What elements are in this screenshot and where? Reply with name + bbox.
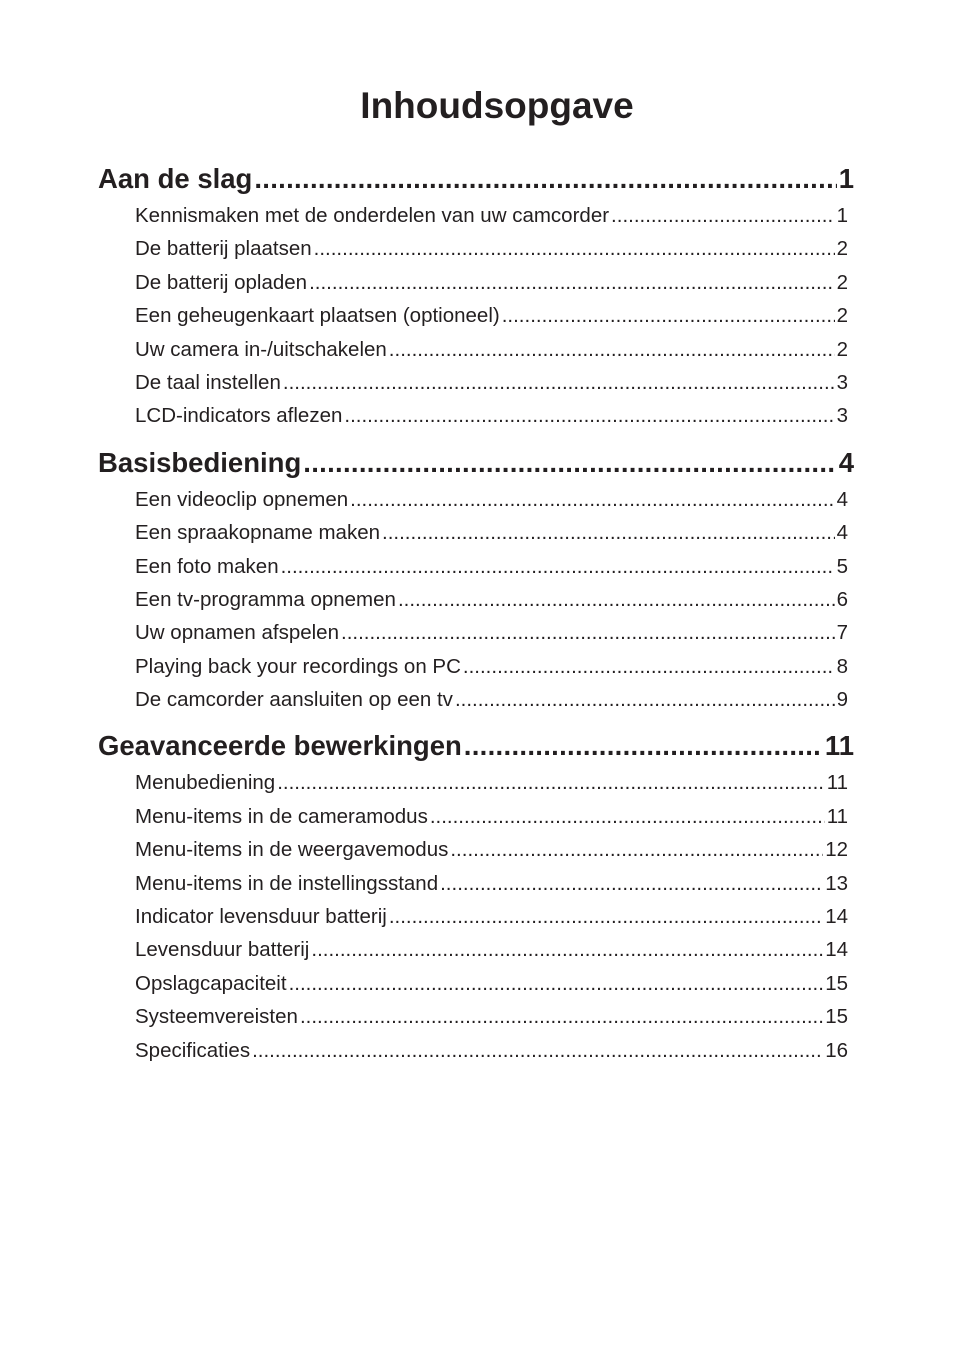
- entry-page-number: 5: [836, 554, 848, 578]
- entry-title: De taal instellen: [135, 370, 281, 394]
- entry-title: Indicator levensduur batterij: [135, 905, 387, 929]
- toc-entry[interactable]: [135, 1000, 858, 1033]
- entry-page-number: 2: [836, 304, 848, 328]
- toc-entry[interactable]: [135, 199, 858, 232]
- toc-entry[interactable]: [135, 516, 858, 549]
- entry-title: Kennismaken met de onderdelen van uw camcorder: [135, 204, 610, 227]
- entry-title: Opslagcapaciteit: [135, 971, 287, 995]
- entry-page-number: 11: [826, 804, 848, 828]
- toc-entry[interactable]: [135, 483, 858, 516]
- dot-leader: [450, 833, 823, 866]
- dot-leader: [289, 967, 824, 1000]
- entry-title: Menu-items in de cameramodus: [135, 804, 428, 828]
- toc-section-aan-de-slag: [98, 159, 858, 433]
- toc-entry[interactable]: [135, 833, 858, 866]
- entry-page-number: 1: [836, 204, 848, 227]
- entry-page-number: 14: [825, 905, 848, 929]
- dot-leader: [398, 583, 835, 616]
- dot-leader: [611, 199, 835, 232]
- toc-entry[interactable]: [135, 333, 858, 366]
- entry-page-number: 7: [836, 621, 848, 645]
- entry-title: Een videoclip opnemen: [135, 487, 349, 511]
- entry-title: De camcorder aansluiten op een tv: [135, 688, 453, 712]
- entry-page-number: 9: [836, 688, 848, 712]
- dot-leader: [314, 232, 835, 265]
- section-page-number: 11: [824, 730, 854, 762]
- dot-leader: [341, 616, 835, 649]
- entry-page-number: 15: [825, 1005, 848, 1029]
- toc-entry[interactable]: [135, 550, 858, 583]
- dot-leader: [277, 766, 825, 799]
- toc-section-basisbediening: [98, 443, 858, 717]
- entry-page-number: 3: [836, 404, 848, 428]
- toc-entry[interactable]: [135, 1034, 858, 1067]
- toc-entry[interactable]: [135, 266, 858, 299]
- entry-title: De batterij opladen: [135, 270, 308, 294]
- dot-leader: [254, 159, 836, 199]
- entry-title: Menubediening: [135, 771, 276, 795]
- section-title: Basisbediening: [98, 446, 302, 478]
- entry-page-number: 2: [836, 337, 848, 361]
- toc-entry[interactable]: [135, 900, 858, 933]
- dot-leader: [281, 550, 835, 583]
- page-title: Inhoudsopgave: [360, 85, 634, 126]
- dot-leader: [311, 933, 823, 966]
- entry-page-number: 13: [825, 871, 848, 895]
- toc-entry[interactable]: [135, 800, 858, 833]
- toc-entry[interactable]: [135, 933, 858, 966]
- entry-page-number: 12: [825, 838, 848, 862]
- entry-page-number: 15: [825, 971, 848, 995]
- toc-entry[interactable]: [135, 650, 858, 683]
- entry-title: LCD-indicators aflezen: [135, 404, 343, 428]
- toc-section-heading[interactable]: [98, 159, 858, 199]
- toc-entry[interactable]: [135, 683, 858, 716]
- entry-page-number: 2: [836, 237, 848, 261]
- dot-leader: [463, 650, 835, 683]
- table-of-contents: [98, 159, 858, 1067]
- toc-entry[interactable]: [135, 399, 858, 432]
- dot-leader: [344, 399, 834, 432]
- dot-leader: [350, 483, 834, 516]
- toc-entry[interactable]: [135, 366, 858, 399]
- entry-page-number: 8: [836, 654, 848, 678]
- dot-leader: [430, 800, 825, 833]
- dot-leader: [455, 683, 835, 716]
- section-page-number: 1: [838, 163, 854, 194]
- entry-title: Een tv-programma opnemen: [135, 587, 396, 611]
- toc-entry[interactable]: [135, 299, 858, 332]
- toc-entry[interactable]: [135, 583, 858, 616]
- entry-page-number: 16: [825, 1038, 848, 1062]
- entry-page-number: 4: [836, 521, 848, 545]
- dot-leader: [300, 1000, 823, 1033]
- toc-section-heading[interactable]: [98, 443, 858, 483]
- dot-leader: [502, 299, 835, 332]
- entry-title: Playing back your recordings on PC: [135, 654, 461, 678]
- toc-entry[interactable]: [135, 232, 858, 265]
- entry-page-number: 2: [836, 270, 848, 294]
- entry-title: Menu-items in de weergavemodus: [135, 838, 449, 862]
- dot-leader: [283, 366, 835, 399]
- entry-title: Levensduur batterij: [135, 938, 310, 962]
- dot-leader: [440, 867, 823, 900]
- dot-leader: [303, 443, 836, 483]
- entry-title: Een spraakopname maken: [135, 521, 381, 545]
- toc-entry[interactable]: [135, 616, 858, 649]
- dot-leader: [309, 266, 835, 299]
- dot-leader: [389, 333, 835, 366]
- section-title: Geavanceerde bewerkingen: [98, 730, 462, 762]
- entry-page-number: 6: [836, 587, 848, 611]
- toc-entry[interactable]: [135, 766, 858, 799]
- entry-page-number: 3: [836, 370, 848, 394]
- entry-title: Menu-items in de instellingsstand: [135, 871, 439, 895]
- entry-title: Systeemvereisten: [135, 1005, 298, 1029]
- section-title: Aan de slag: [98, 163, 253, 194]
- entry-title: Een foto maken: [135, 554, 279, 578]
- toc-entry[interactable]: [135, 867, 858, 900]
- dot-leader: [389, 900, 823, 933]
- section-page-number: 4: [838, 446, 854, 478]
- entry-title: Uw opnamen afspelen: [135, 621, 339, 645]
- dot-leader: [252, 1034, 823, 1067]
- entry-title: Uw camera in-/uitschakelen: [135, 337, 387, 361]
- entry-page-number: 11: [826, 771, 848, 795]
- entry-page-number: 14: [825, 938, 848, 962]
- toc-section-heading[interactable]: [98, 726, 858, 766]
- entry-title: De batterij plaatsen: [135, 237, 312, 261]
- entry-page-number: 4: [836, 487, 848, 511]
- entry-title: Specificaties: [135, 1038, 251, 1062]
- dot-leader: [382, 516, 835, 549]
- entry-title: Een geheugenkaart plaatsen (optioneel): [135, 304, 500, 328]
- dot-leader: [464, 726, 823, 766]
- toc-section-geavanceerde-bewerkingen: [98, 726, 858, 1067]
- toc-entry[interactable]: [135, 967, 858, 1000]
